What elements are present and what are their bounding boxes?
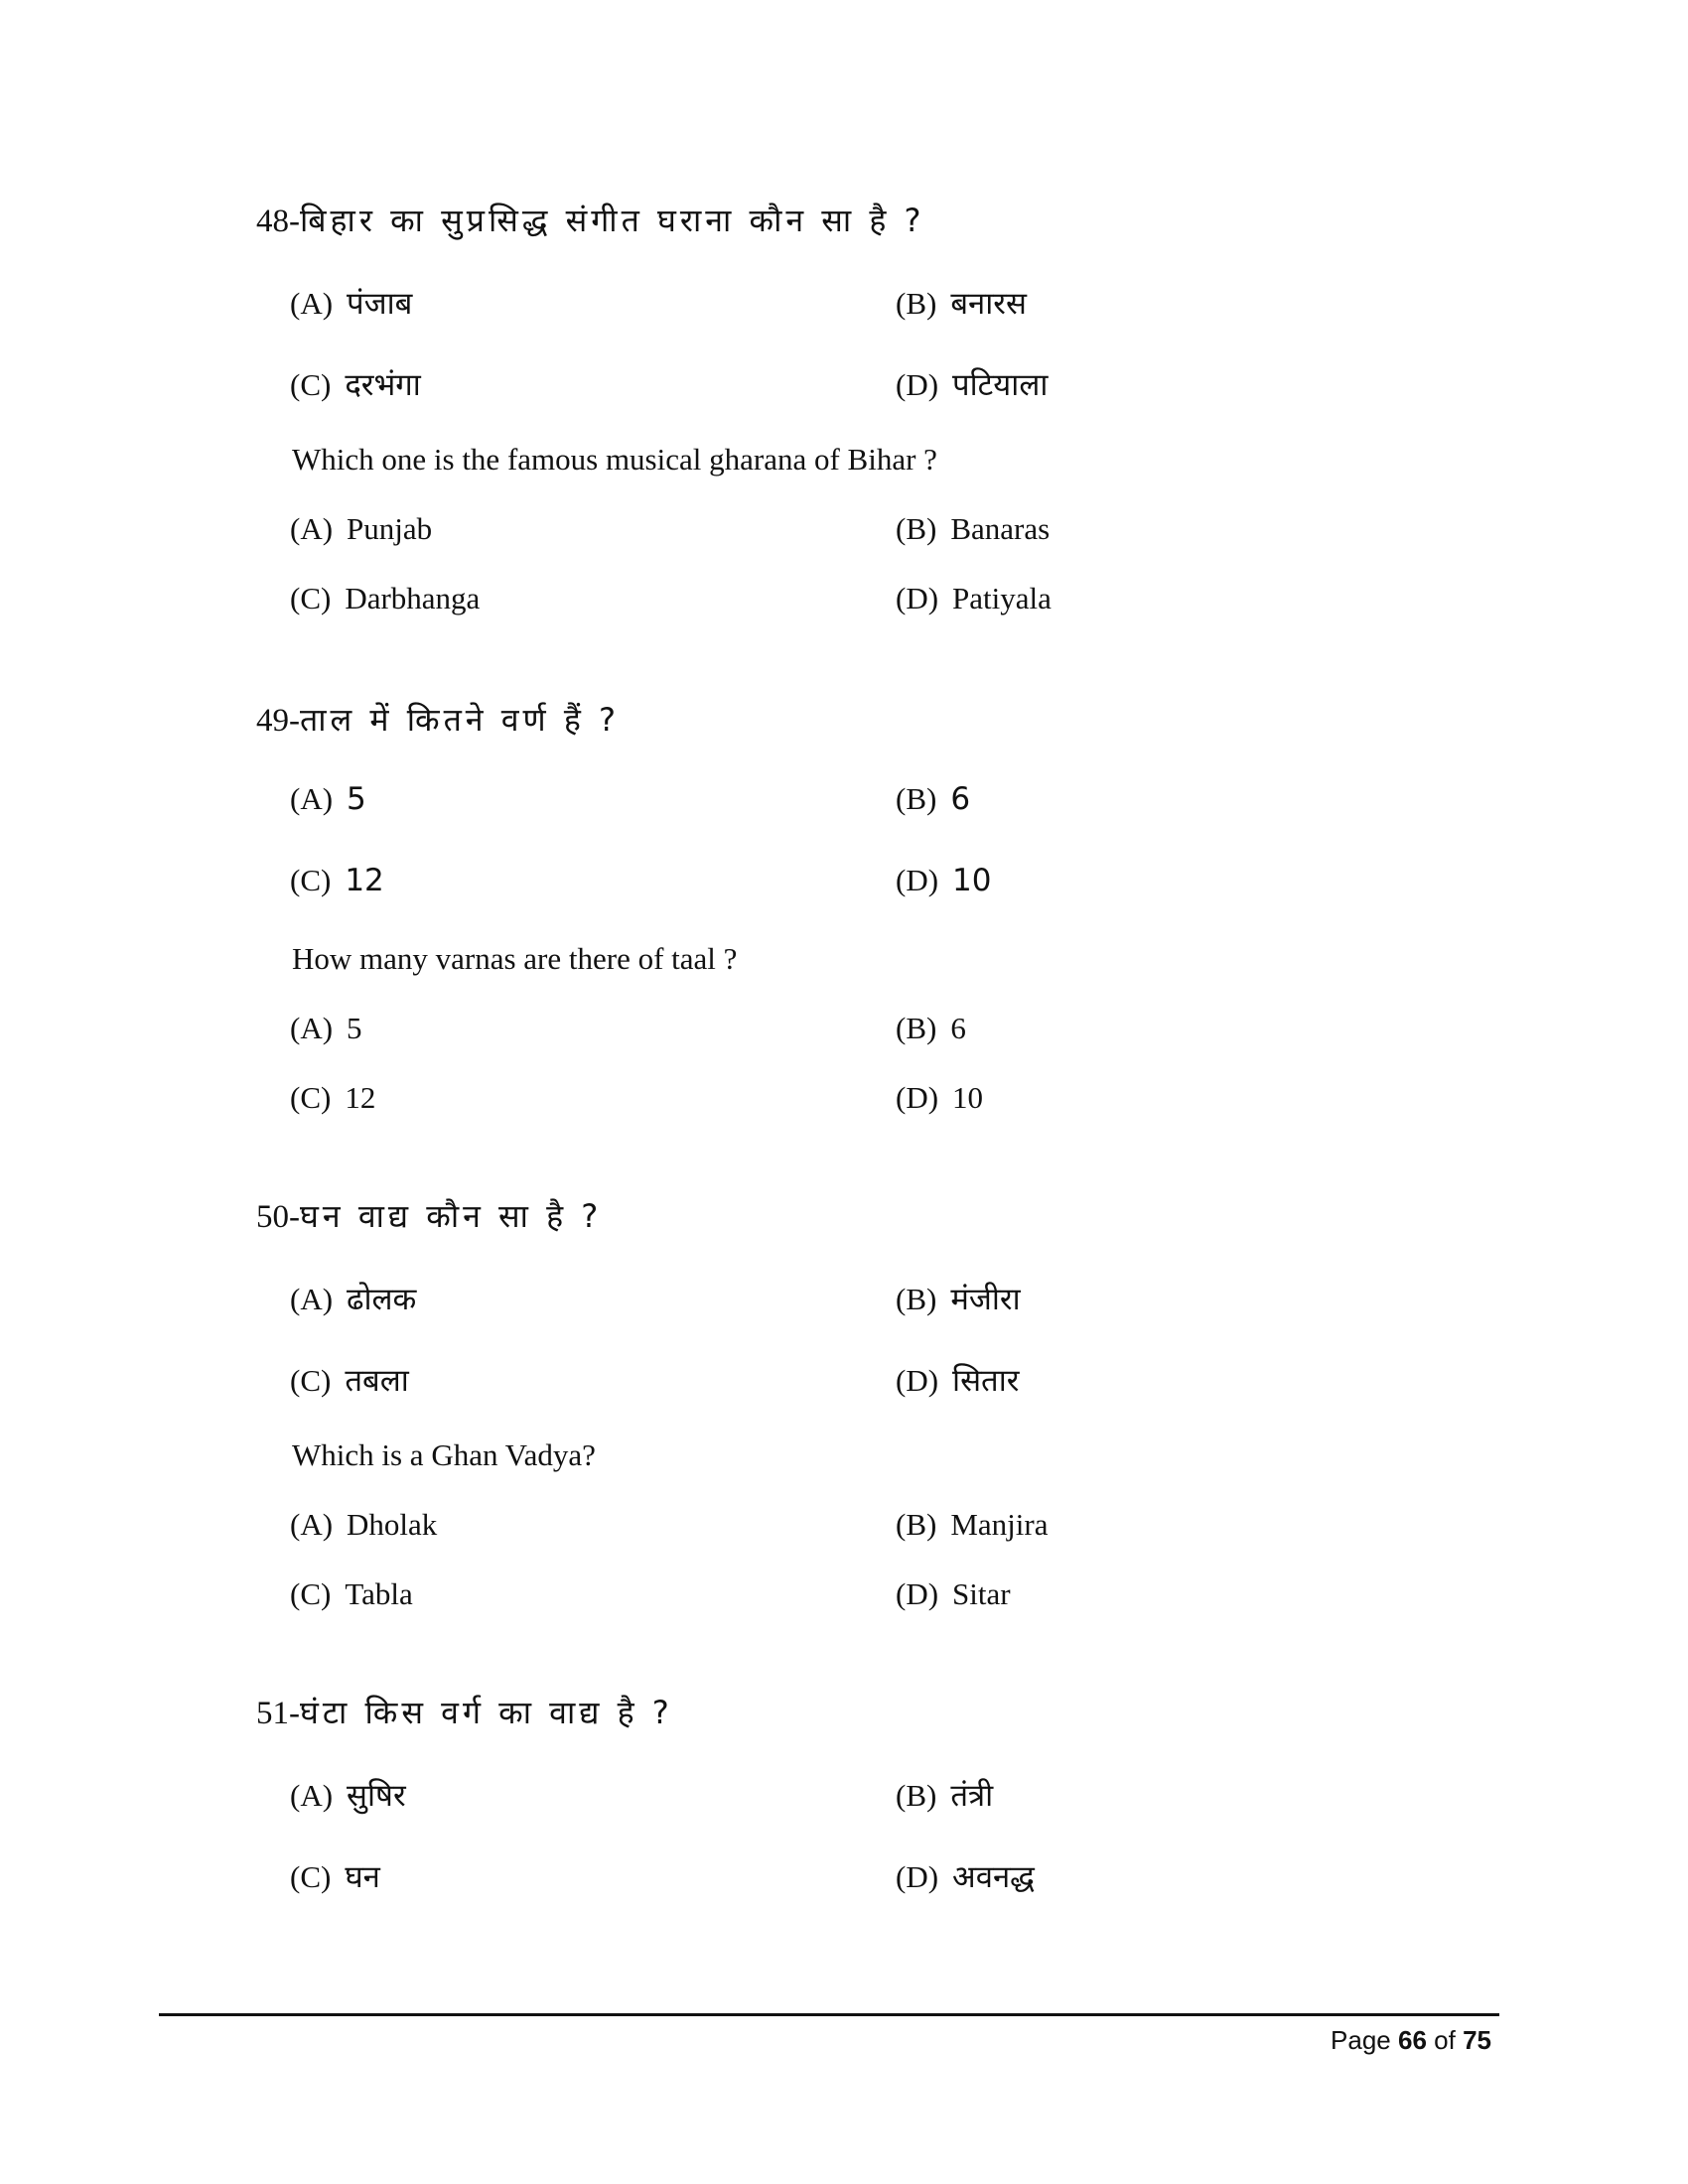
option-c-hindi	[290, 1855, 380, 1897]
question-51-hindi-text	[256, 1691, 673, 1733]
option-text: 12	[345, 863, 384, 898]
option-label: (C)	[290, 367, 332, 402]
option-label: (A)	[290, 511, 334, 546]
option-c-hindi	[290, 863, 384, 898]
option-label: (B)	[896, 1778, 937, 1813]
option-text: ढोलक	[347, 1282, 417, 1317]
option-c-hindi	[290, 1359, 409, 1401]
option-label: (A)	[290, 1282, 334, 1316]
option-d-english	[896, 581, 1052, 616]
option-label: (D)	[896, 581, 939, 615]
option-label: (B)	[896, 1011, 937, 1045]
total-pages: 75	[1463, 2025, 1491, 2055]
option-label: (B)	[896, 1282, 937, 1316]
option-text: तंत्री	[950, 1778, 994, 1814]
option-text: Banaras	[950, 511, 1051, 546]
option-a-english	[290, 511, 432, 547]
option-label: (C)	[290, 1363, 332, 1398]
option-b-hindi	[896, 282, 1027, 324]
option-label: (B)	[896, 781, 937, 816]
option-d-english	[896, 1576, 1011, 1612]
option-text: सितार	[952, 1363, 1020, 1399]
option-a-hindi	[290, 1278, 416, 1319]
option-label: (C)	[290, 1576, 332, 1611]
option-label: (A)	[290, 1011, 334, 1045]
option-text: Tabla	[345, 1576, 413, 1611]
option-text: सुषिर	[347, 1778, 406, 1814]
option-label: (D)	[896, 1576, 939, 1611]
option-c-english	[290, 1576, 413, 1612]
current-page: 66	[1398, 2025, 1427, 2055]
option-text: मंजीरा	[950, 1282, 1021, 1317]
question-number: 48-	[256, 204, 300, 239]
option-label: (D)	[896, 1859, 939, 1894]
option-text: Sitar	[952, 1576, 1011, 1611]
page-prefix: Page	[1331, 2025, 1391, 2055]
option-label: (D)	[896, 1363, 939, 1398]
option-text: घन	[345, 1859, 380, 1895]
question-49-hindi-text	[256, 698, 620, 741]
option-text: दरभंगा	[345, 367, 421, 403]
option-text: Manjira	[950, 1507, 1049, 1542]
option-d-hindi	[896, 1359, 1019, 1401]
option-label: (C)	[290, 863, 332, 897]
option-label: (D)	[896, 1080, 939, 1115]
option-a-english	[290, 1011, 362, 1046]
option-text: Patiyala	[952, 581, 1052, 615]
question-text: घंटा किस वर्ग का वाद्य है ?	[300, 1694, 673, 1731]
option-text: 10	[952, 1080, 984, 1115]
option-text: 12	[345, 1080, 376, 1115]
question-49-english-text: How many varnas are there of taal ?	[292, 941, 738, 976]
option-label: (C)	[290, 1859, 332, 1894]
option-label: (D)	[896, 367, 939, 402]
option-b-english	[896, 1507, 1048, 1543]
option-a-english	[290, 1507, 437, 1543]
option-label: (D)	[896, 863, 939, 897]
option-label: (C)	[290, 581, 332, 615]
option-text: पंजाब	[347, 286, 413, 322]
question-number: 50-	[256, 1199, 300, 1235]
option-a-hindi	[290, 781, 366, 817]
option-b-hindi	[896, 1774, 993, 1816]
option-label: (A)	[290, 286, 334, 321]
option-text: अवनद्ध	[952, 1859, 1035, 1895]
option-c-english	[290, 581, 480, 616]
question-text: बिहार का सुप्रसिद्ध संगीत घराना कौन सा है ?	[300, 202, 925, 239]
question-48-english-text: Which one is the famous musical gharana of Bihar ?	[292, 442, 937, 477]
option-a-hindi	[290, 282, 412, 324]
option-label: (A)	[290, 1778, 334, 1813]
option-label: (A)	[290, 781, 334, 816]
option-b-hindi	[896, 1278, 1021, 1319]
option-text: 5	[347, 781, 366, 817]
option-a-hindi	[290, 1774, 406, 1816]
option-label: (B)	[896, 286, 937, 321]
option-b-english	[896, 1011, 966, 1046]
question-48-hindi-text	[256, 199, 925, 241]
question-text: ताल में कितने वर्ण हैं ?	[300, 701, 620, 739]
option-text: बनारस	[950, 286, 1027, 322]
option-label: (A)	[290, 1507, 334, 1542]
option-d-hindi	[896, 863, 992, 898]
option-text: तबला	[345, 1363, 409, 1399]
option-text: Darbhanga	[345, 581, 481, 615]
option-text: पटियाला	[952, 367, 1049, 403]
question-50-english-text: Which is a Ghan Vadya?	[292, 1437, 596, 1472]
option-d-english	[896, 1080, 983, 1116]
option-text: 10	[952, 863, 992, 898]
page-number	[1331, 2025, 1491, 2056]
option-b-english	[896, 511, 1050, 547]
option-d-hindi	[896, 1855, 1035, 1897]
question-number: 51-	[256, 1696, 300, 1731]
option-label: (B)	[896, 1507, 937, 1542]
option-text: Punjab	[347, 511, 433, 546]
question-50-hindi-text	[256, 1194, 602, 1237]
question-number: 49-	[256, 703, 300, 739]
option-label: (B)	[896, 511, 937, 546]
option-d-hindi	[896, 363, 1048, 405]
option-c-hindi	[290, 363, 421, 405]
option-text: 6	[950, 781, 971, 817]
option-text: Dholak	[347, 1507, 438, 1542]
option-c-english	[290, 1080, 375, 1116]
option-b-hindi	[896, 781, 970, 817]
option-label: (C)	[290, 1080, 332, 1115]
option-text: 6	[950, 1011, 966, 1045]
footer-divider	[159, 2013, 1499, 2016]
of-label: of	[1434, 2025, 1456, 2055]
option-text: 5	[347, 1011, 362, 1045]
question-text: घन वाद्य कौन सा है ?	[300, 1197, 603, 1235]
